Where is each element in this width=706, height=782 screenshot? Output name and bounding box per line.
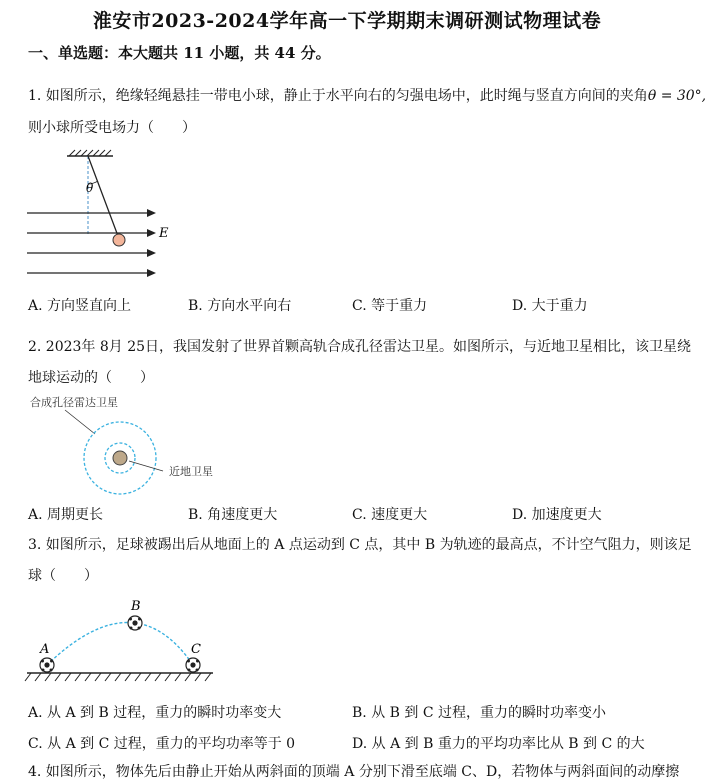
trajectory-curve — [47, 623, 193, 666]
point-c-label: C — [191, 642, 201, 657]
q2-stem-line2: 地球运动的（ ） — [28, 370, 154, 386]
string-line — [88, 156, 118, 236]
q2-option-c[interactable]: C. 速度更大 — [352, 507, 428, 523]
point-b-label: B — [131, 599, 141, 614]
q1-option-c[interactable]: C. 等于重力 — [352, 298, 428, 314]
q3-option-b[interactable]: B. 从 B 到 C 过程，重力的瞬时功率变小 — [352, 705, 606, 721]
q1-stem-line2: 则小球所受电场力（ ） — [28, 120, 196, 136]
q2-option-a[interactable]: A. 周期更长 — [28, 507, 104, 523]
theta-label: θ — [86, 181, 94, 195]
charged-ball — [113, 234, 125, 246]
q1-option-d[interactable]: D. 大于重力 — [512, 298, 588, 314]
soccer-ball-icon-a — [40, 658, 54, 672]
soccer-ball-icon-c — [186, 658, 200, 672]
q3-trajectory-figure — [25, 595, 215, 690]
q3-option-d[interactable]: D. 从 A 到 B 重力的平均功率比从 B 到 C 的大 — [352, 736, 645, 752]
inner-label-pointer — [129, 461, 163, 471]
ground-hatch — [25, 673, 211, 681]
section-heading: 一、单选题：本大题共 11 小题，共 44 分。 — [28, 44, 331, 62]
q3-stem-line1: 3. 如图所示，足球被踢出后从地面上的 A 点运动到 C 点，其中 B 为轨迹的最高点，不计空气阻力，则该足 — [28, 537, 692, 553]
q1-pendulum-figure — [25, 150, 175, 280]
q1-option-b[interactable]: B. 方向水平向右 — [188, 298, 292, 314]
q3-stem-line2: 球（ ） — [28, 568, 98, 584]
q4-stem-line1: 4. 如图所示，物体先后由静止开始从两斜面的顶端 A 分别下滑至底端 C、D，若物体与两斜面间的动摩擦 — [28, 764, 680, 780]
q1-stem-text: 1. 如图所示，绝缘轻绳悬挂一带电小球，静止于水平向右的匀强电场中，此时绳与竖直方向间的夹角 — [28, 88, 648, 104]
inner-satellite-label: 近地卫星 — [169, 465, 213, 478]
q1-option-a[interactable]: A. 方向竖直向上 — [28, 298, 132, 314]
q1-stem-line1 — [28, 86, 706, 106]
q3-option-a[interactable]: A. 从 A 到 B 过程，重力的瞬时功率变大 — [28, 705, 282, 721]
field-arrowheads — [147, 209, 156, 277]
field-label-E: E — [159, 226, 169, 241]
ceiling-hatch — [69, 150, 111, 156]
q1-formula: θ = 30°, — [647, 88, 706, 104]
q2-orbit-figure — [25, 392, 235, 497]
outer-satellite-label: 合成孔径雷达卫星 — [30, 396, 118, 409]
point-a-label: A — [40, 642, 50, 657]
q2-option-d[interactable]: D. 加速度更大 — [512, 507, 602, 523]
outer-label-pointer — [65, 410, 95, 434]
page-title: 淮安市2023-2024学年高一下学期期末调研测试物理试卷 — [92, 10, 602, 32]
q2-option-b[interactable]: B. 角速度更大 — [188, 507, 278, 523]
q3-option-c[interactable]: C. 从 A 到 C 过程，重力的平均功率等于 0 — [28, 736, 296, 752]
earth-icon — [113, 451, 127, 465]
q2-stem-line1: 2. 2023年 8月 25日，我国发射了世界首颗高轨合成孔径雷达卫星。如图所示，与近地卫星相比，该卫星绕 — [28, 339, 692, 355]
soccer-ball-icon-b — [128, 616, 142, 630]
